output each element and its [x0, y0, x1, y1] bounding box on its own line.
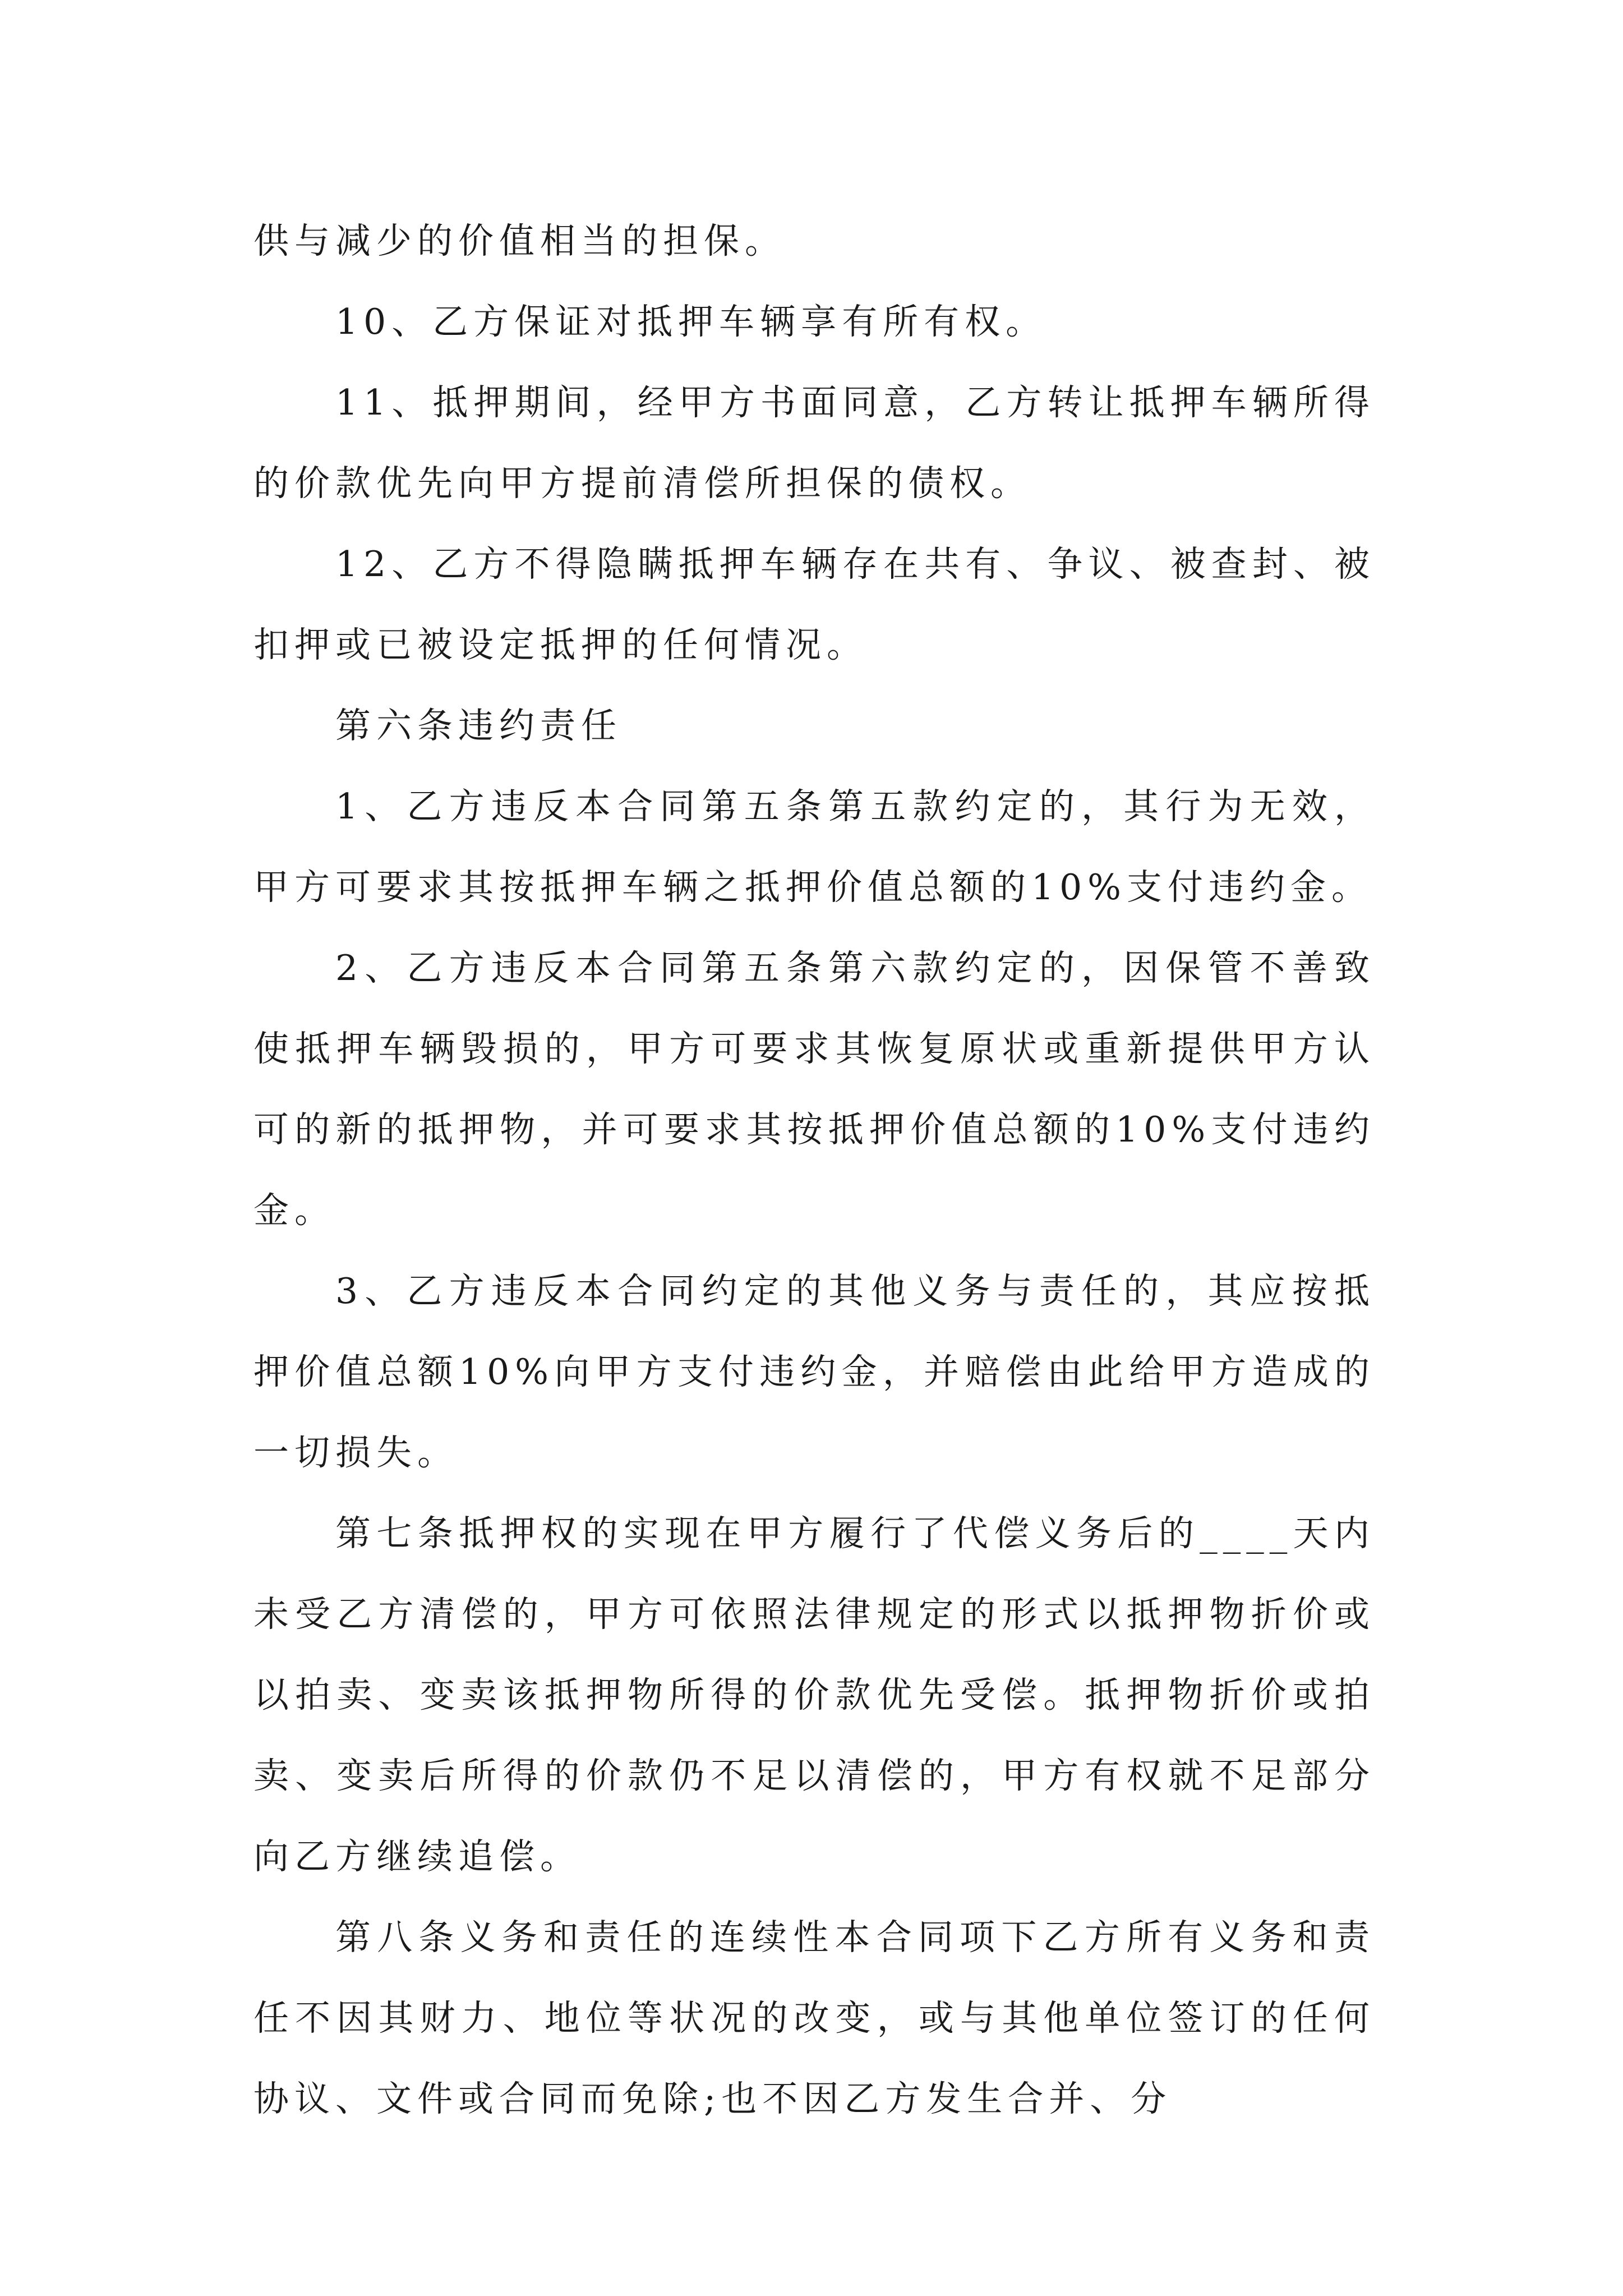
- section-heading-article-6: 第六条违约责任: [335, 705, 622, 746]
- paragraph-clause-10: 10、乙方保证对抵押车辆享有所有权。: [335, 301, 1047, 342]
- paragraph-clause-11: 11、抵押期间，经甲方书面同意，乙方转让抵押车辆所得的价款优先向甲方提前清偿所担保的债权。: [253, 382, 1375, 504]
- document-body: [253, 201, 1375, 2139]
- paragraph-article-7: 第七条抵押权的实现在甲方履行了代偿义务后的____天内未受乙方清偿的，甲方可依照法律规定的形式以抵押物折价或以拍卖、变卖该抵押物所得的价款优先受偿。抵押物折价或拍卖、变卖后所得的价款仍不足以清偿的，甲方有权就不足部分向乙方继续追偿。: [253, 1513, 1375, 1877]
- paragraph-article-6-item-2: 2、乙方违反本合同第五条第六款约定的，因保管不善致使抵押车辆毁损的，甲方可要求其恢复原状或重新提供甲方认可的新的抵押物，并可要求其按抵押价值总额的10%支付违约金。: [253, 947, 1375, 1231]
- paragraph-article-6-item-3: 3、乙方违反本合同约定的其他义务与责任的，其应按抵押价值总额10%向甲方支付违约金，并赔偿由此给甲方造成的一切损失。: [253, 1271, 1375, 1473]
- paragraph-article-6-item-1: 1、乙方违反本合同第五条第五款约定的，其行为无效，甲方可要求其按抵押车辆之抵押价值总额的10%支付违约金。: [253, 786, 1375, 908]
- paragraph-clause-12: 12、乙方不得隐瞒抵押车辆存在共有、争议、被查封、被扣押或已被设定抵押的任何情况。: [253, 544, 1375, 665]
- paragraph-article-8: 第八条义务和责任的连续性本合同项下乙方所有义务和责任不因其财力、地位等状况的改变，或与其他单位签订的任何协议、文件或合同而免除;也不因乙方发生合并、分: [253, 1917, 1375, 2119]
- paragraph-continuation: 供与减少的价值相当的担保。: [253, 220, 786, 261]
